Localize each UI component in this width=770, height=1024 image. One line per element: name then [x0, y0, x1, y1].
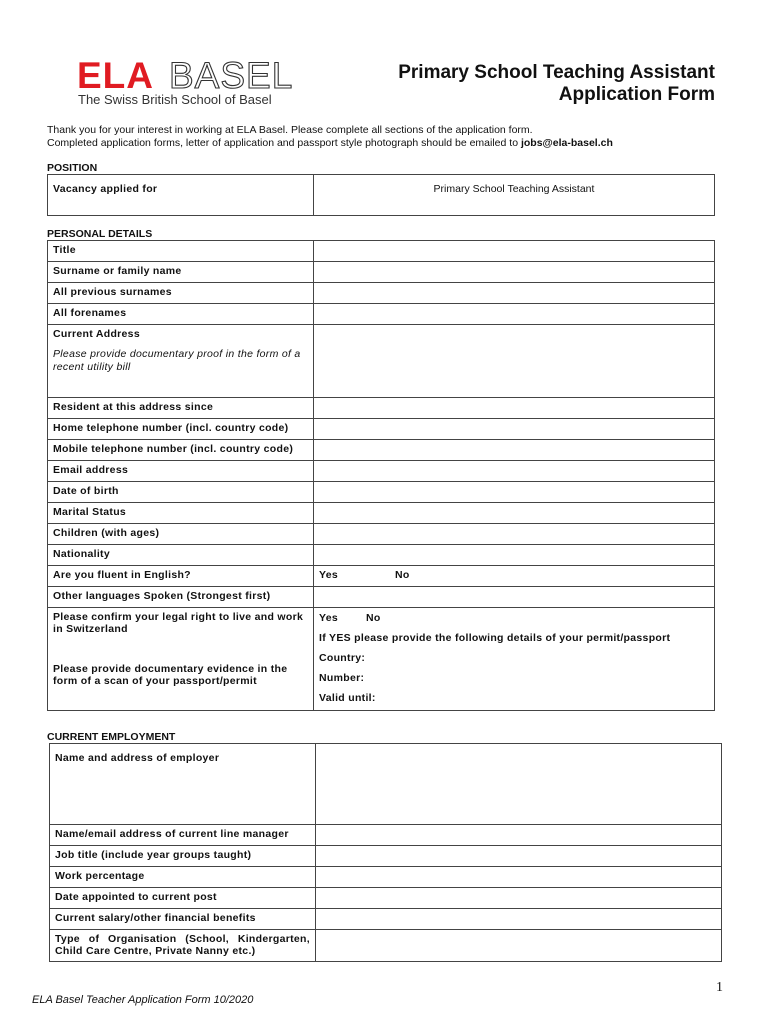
address-note: Please provide documentary proof in the form of a recent utility bill: [53, 348, 301, 373]
fluent-yes-option[interactable]: Yes: [319, 569, 339, 581]
fluent-no-option[interactable]: No: [395, 569, 410, 581]
mobile-phone-label: Mobile telephone number (incl. country code): [48, 440, 314, 461]
dob-label: Date of birth: [48, 482, 314, 503]
salary-field[interactable]: [316, 909, 722, 930]
table-row: [48, 283, 715, 304]
table-row: [48, 440, 715, 461]
ela-basel-logo: [77, 55, 294, 109]
vacancy-value[interactable]: Primary School Teaching Assistant: [314, 175, 715, 216]
right-to-live-cell: [48, 608, 314, 711]
section-heading-personal: PERSONAL DETAILS: [47, 228, 153, 240]
children-field[interactable]: [314, 524, 715, 545]
home-phone-label: Home telephone number (incl. country code): [48, 419, 314, 440]
forenames-label: All forenames: [48, 304, 314, 325]
previous-surnames-field[interactable]: [314, 283, 715, 304]
resident-since-label: Resident at this address since: [48, 398, 314, 419]
resident-since-field[interactable]: [314, 398, 715, 419]
intro-line-2: [47, 137, 737, 150]
job-title-field[interactable]: [316, 846, 722, 867]
address-cell: [48, 325, 314, 398]
languages-label: Other languages Spoken (Strongest first): [48, 587, 314, 608]
permit-details: [314, 608, 715, 711]
marital-label: Marital Status: [48, 503, 314, 524]
logo-basel-text: BASEL: [169, 55, 294, 96]
page-title: [398, 62, 715, 106]
title-line-2: Application Form: [558, 84, 715, 105]
table-row: [50, 930, 722, 962]
table-row: [48, 545, 715, 566]
section-heading-position: POSITION: [47, 162, 98, 174]
work-percentage-field[interactable]: [316, 867, 722, 888]
mobile-phone-field[interactable]: [314, 440, 715, 461]
salary-label: Current salary/other financial benefits: [50, 909, 316, 930]
job-title-label: Job title (include year groups taught): [50, 846, 316, 867]
table-row: [50, 888, 722, 909]
email-field[interactable]: [314, 461, 715, 482]
footer-doc-name: ELA Basel Teacher Application Form 10/2020: [32, 994, 254, 1006]
table-row: [48, 419, 715, 440]
table-row: [48, 175, 715, 216]
address-field[interactable]: [314, 325, 715, 398]
nationality-label: Nationality: [48, 545, 314, 566]
section-heading-employment: CURRENT EMPLOYMENT: [47, 731, 176, 743]
personal-details-table: [47, 240, 715, 711]
table-row: [50, 846, 722, 867]
employer-field[interactable]: [316, 744, 722, 825]
logo-tagline: The Swiss British School of Basel: [78, 92, 272, 107]
forenames-field[interactable]: [314, 304, 715, 325]
table-row: [48, 524, 715, 545]
evidence-label: Please provide documentary evidence in the form of a scan of your passport/permit: [53, 663, 288, 687]
table-row: [48, 566, 715, 587]
country-label[interactable]: Country:: [319, 652, 366, 664]
address-label: Current Address: [53, 328, 140, 340]
position-table: [47, 174, 715, 216]
right-yes-option[interactable]: Yes: [319, 612, 339, 624]
home-phone-field[interactable]: [314, 419, 715, 440]
table-row: [50, 744, 722, 825]
table-row: [48, 304, 715, 325]
children-label: Children (with ages): [48, 524, 314, 545]
title-label: Title: [48, 241, 314, 262]
table-row: [48, 325, 715, 398]
table-row: [48, 482, 715, 503]
right-to-live-label: Please confirm your legal right to live and work in Switzerland: [53, 611, 304, 635]
org-type-label: Type of Organisation (School, Kindergarten, Child Care Centre, Private Nanny etc.): [50, 930, 316, 962]
valid-until-label[interactable]: Valid until:: [319, 692, 376, 704]
fluent-label: Are you fluent in English?: [48, 566, 314, 587]
date-appointed-field[interactable]: [316, 888, 722, 909]
surname-label: Surname or family name: [48, 262, 314, 283]
table-row: [50, 825, 722, 846]
languages-field[interactable]: [314, 587, 715, 608]
title-line-1: Primary School Teaching Assistant: [398, 62, 715, 83]
table-row: [48, 608, 715, 711]
previous-surnames-label: All previous surnames: [48, 283, 314, 304]
permit-note: If YES please provide the following details of your permit/passport: [319, 632, 671, 644]
contact-email[interactable]: jobs@ela-basel.ch: [520, 137, 613, 149]
table-row: [48, 398, 715, 419]
page-number: 1: [716, 980, 723, 995]
table-row: [50, 909, 722, 930]
table-row: [48, 503, 715, 524]
email-label: Email address: [48, 461, 314, 482]
table-row: [48, 461, 715, 482]
vacancy-label: Vacancy applied for: [48, 175, 314, 216]
marital-field[interactable]: [314, 503, 715, 524]
employer-label: Name and address of employer: [50, 744, 316, 825]
logo-ela-text: ELA: [77, 55, 154, 96]
work-percentage-label: Work percentage: [50, 867, 316, 888]
nationality-field[interactable]: [314, 545, 715, 566]
table-row: [48, 262, 715, 283]
title-field[interactable]: [314, 241, 715, 262]
right-no-option[interactable]: No: [366, 612, 381, 624]
dob-field[interactable]: [314, 482, 715, 503]
fluent-choice: [314, 566, 715, 587]
intro-line-1: Thank you for your interest in working at ELA Basel. Please complete all sections of the application form.: [47, 124, 533, 136]
right-to-live-choice: [319, 608, 709, 628]
surname-field[interactable]: [314, 262, 715, 283]
date-appointed-label: Date appointed to current post: [50, 888, 316, 909]
table-row: [50, 867, 722, 888]
line-manager-label: Name/email address of current line manager: [50, 825, 316, 846]
number-label[interactable]: Number:: [319, 672, 365, 684]
table-row: [48, 587, 715, 608]
intro-text: [47, 124, 737, 150]
line-manager-field[interactable]: [316, 825, 722, 846]
intro-line-2-prefix: Completed application forms, letter of application and passport style photograph should be emailed to: [47, 137, 521, 149]
employment-table: [49, 743, 722, 962]
table-row: [48, 241, 715, 262]
org-type-field[interactable]: [316, 930, 722, 962]
